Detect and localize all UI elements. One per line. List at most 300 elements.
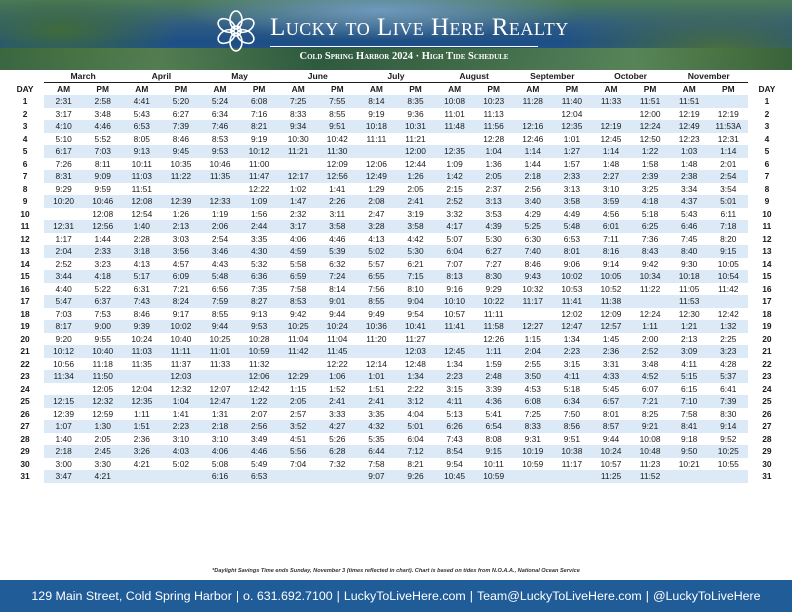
day-number: 28 bbox=[762, 433, 772, 444]
tide-time: 8:14 bbox=[357, 95, 396, 108]
tide-time: 6:11 bbox=[720, 208, 737, 219]
tide-time: 3:49 bbox=[250, 433, 268, 444]
tide-time: 2:45 bbox=[83, 445, 122, 458]
tide-time: 2:08 bbox=[357, 195, 396, 208]
tide-time: 9:54 bbox=[407, 308, 424, 319]
tide-time: 2:01 bbox=[720, 158, 737, 169]
tide-time: 1:40 bbox=[55, 433, 72, 444]
tide-time: 3:58 bbox=[396, 220, 435, 233]
tide-time: 3:40 bbox=[513, 195, 552, 208]
day-number: 3 bbox=[764, 121, 770, 132]
tide-time: 4:13 bbox=[133, 258, 150, 269]
tide-time: 8:30 bbox=[720, 408, 737, 419]
tide-time: 3:52 bbox=[279, 420, 318, 433]
tide-time: 5:18 bbox=[641, 208, 659, 219]
pm-column-header: PM bbox=[487, 84, 500, 94]
tide-time: 11:38 bbox=[591, 295, 630, 308]
tide-time: 6:44 bbox=[357, 445, 396, 458]
tide-time: 4:40 bbox=[55, 283, 72, 294]
tide-time: 1:01 bbox=[563, 133, 581, 144]
tide-time: 8:30 bbox=[474, 270, 513, 283]
tide-time: 2:15 bbox=[446, 183, 463, 194]
tide-time: 11:42 bbox=[718, 283, 739, 294]
tide-time: 5:39 bbox=[318, 245, 357, 258]
tide-time bbox=[552, 470, 591, 483]
table-row bbox=[6, 195, 786, 208]
tide-time: 10:56 bbox=[53, 358, 75, 369]
day-number: 16 bbox=[762, 283, 772, 294]
tide-time: 5:07 bbox=[446, 233, 463, 244]
tide-time: 1:34 bbox=[563, 333, 581, 344]
tide-time: 10:28 bbox=[248, 333, 270, 344]
pm-column-header: PM bbox=[565, 84, 579, 94]
tide-time: 9:01 bbox=[318, 295, 357, 308]
tide-time: 1:26 bbox=[396, 170, 435, 183]
tide-time bbox=[709, 95, 748, 108]
tide-time: 10:22 bbox=[474, 295, 513, 308]
tide-time: 12:39 bbox=[53, 408, 75, 419]
tide-time: 6:37 bbox=[83, 295, 122, 308]
day-number: 5 bbox=[764, 146, 770, 157]
tide-time: 10:02 bbox=[161, 320, 200, 333]
tide-time: 8:46 bbox=[524, 258, 541, 269]
tide-time: 12:23 bbox=[678, 133, 700, 144]
tide-time: 2:06 bbox=[200, 220, 239, 233]
tide-time: 11:58 bbox=[474, 320, 513, 333]
tide-time: 5:10 bbox=[55, 133, 72, 144]
tide-time: 6:07 bbox=[641, 383, 659, 394]
tide-time: 6:27 bbox=[474, 245, 513, 258]
table-row bbox=[6, 170, 786, 183]
tide-time: 11:45 bbox=[318, 345, 357, 358]
tide-time: 2:48 bbox=[474, 370, 513, 383]
tide-time: 12:56 bbox=[83, 220, 122, 233]
tide-time: 7:43 bbox=[446, 433, 463, 444]
tide-time: 8:01 bbox=[602, 408, 620, 419]
tide-time: 9:51 bbox=[318, 120, 357, 133]
tide-time: 11:18 bbox=[92, 358, 113, 369]
tide-time: 11:17 bbox=[513, 295, 552, 308]
tide-time: 11:51 bbox=[131, 183, 152, 194]
tide-time: 8:55 bbox=[211, 308, 229, 319]
tide-time: 3:17 bbox=[55, 108, 72, 119]
tide-time: 1:40 bbox=[122, 220, 161, 233]
day-number: 9 bbox=[22, 196, 28, 207]
tide-time: 8:41 bbox=[670, 420, 709, 433]
tide-time: 1:22 bbox=[240, 395, 279, 408]
tide-time bbox=[200, 183, 239, 196]
tide-time: 6:41 bbox=[720, 383, 737, 394]
tide-time: 3:59 bbox=[591, 195, 630, 208]
tide-time: 11:41 bbox=[552, 295, 591, 308]
tide-time: 9:15 bbox=[709, 245, 748, 258]
tide-time: 12:31 bbox=[44, 220, 83, 233]
tide-time: 10:02 bbox=[552, 270, 591, 283]
tide-time: 2:26 bbox=[318, 195, 357, 208]
tide-time: 2:23 bbox=[435, 370, 474, 383]
tide-time: 8:24 bbox=[161, 295, 200, 308]
tide-time: 1:04 bbox=[474, 145, 513, 158]
tide-time: 4:36 bbox=[474, 395, 513, 408]
tide-time: 9:43 bbox=[513, 270, 552, 283]
tide-time: 6:15 bbox=[681, 383, 698, 394]
tide-time: 12:47 bbox=[552, 320, 591, 333]
day-number: 5 bbox=[22, 146, 28, 157]
tide-time: 12:27 bbox=[513, 320, 552, 333]
tide-time: 6:55 bbox=[357, 270, 396, 283]
tide-time: 3:25 bbox=[641, 183, 659, 194]
tide-time bbox=[318, 470, 357, 483]
tide-time: 8:16 bbox=[591, 245, 630, 258]
tide-time: 8:08 bbox=[485, 433, 502, 444]
tide-time: 10:24 bbox=[591, 445, 630, 458]
day-number: 8 bbox=[764, 183, 770, 194]
tide-time: 7:16 bbox=[250, 108, 268, 119]
tide-time: 9:50 bbox=[670, 445, 709, 458]
footnote: *Daylight Savings Time ends Sunday, November 3 (times reflected in chart). Chart is based on tides from N.O.A.A., National Ocean Service bbox=[212, 568, 580, 574]
tide-time: 12:39 bbox=[161, 195, 200, 208]
brand-divider bbox=[270, 46, 538, 47]
tide-time: 9:30 bbox=[681, 258, 698, 269]
tide-time: 10:59 bbox=[240, 345, 279, 358]
tide-time: 11:01 bbox=[444, 108, 465, 119]
schedule-subtitle: Cold Spring Harbor 2024 · High Tide Schedule bbox=[299, 51, 509, 62]
tide-time: 1:41 bbox=[172, 408, 190, 419]
day-number: 23 bbox=[762, 371, 772, 382]
tide-time: 1:32 bbox=[709, 320, 748, 333]
tide-time: 5:18 bbox=[563, 383, 581, 394]
tide-time: 3:33 bbox=[329, 408, 346, 419]
tide-time: 10:53 bbox=[561, 283, 583, 294]
day-number: 16 bbox=[20, 283, 30, 294]
month-header: May bbox=[200, 69, 278, 83]
tide-time: 10:40 bbox=[170, 333, 192, 344]
tide-time: 12:49 bbox=[670, 120, 709, 133]
tide-time: 8:53 bbox=[211, 133, 229, 144]
tide-time: 12:09 bbox=[600, 308, 622, 319]
table-row bbox=[6, 133, 786, 146]
tide-time: 12:15 bbox=[44, 395, 83, 408]
tide-time: 7:55 bbox=[318, 95, 357, 108]
tide-time: 1:48 bbox=[602, 158, 620, 169]
table-row bbox=[6, 120, 786, 133]
day-number: 28 bbox=[20, 433, 30, 444]
tide-time: 11:28 bbox=[513, 95, 552, 108]
pm-column-header: PM bbox=[174, 84, 188, 94]
tide-time bbox=[357, 145, 396, 158]
tide-time: 7:32 bbox=[329, 458, 346, 469]
tide-time: 4:28 bbox=[720, 358, 737, 369]
tide-time bbox=[279, 158, 318, 171]
tide-time: 3:39 bbox=[485, 383, 502, 394]
pm-column-header: PM bbox=[252, 84, 266, 94]
tide-time: 10:46 bbox=[83, 195, 122, 208]
tide-time: 7:04 bbox=[290, 458, 307, 469]
tide-time: 5:43 bbox=[133, 108, 150, 119]
tide-time: 3:32 bbox=[446, 208, 463, 219]
tide-time: 2:54 bbox=[709, 170, 748, 183]
tide-time: 12:42 bbox=[248, 383, 270, 394]
tide-time: 1:34 bbox=[446, 358, 463, 369]
tide-time: 5:41 bbox=[485, 408, 502, 419]
tide-time: 1:03 bbox=[670, 145, 709, 158]
tide-time: 7:50 bbox=[563, 408, 581, 419]
tide-time: 12:06 bbox=[365, 158, 387, 169]
tide-time: 11:52 bbox=[631, 470, 670, 483]
tide-time: 6:08 bbox=[240, 95, 279, 108]
day-number: 3 bbox=[22, 121, 28, 132]
day-number: 6 bbox=[22, 158, 28, 169]
tide-time: 2:04 bbox=[44, 245, 83, 258]
tide-time: 4:46 bbox=[83, 120, 122, 133]
tide-time: 1:31 bbox=[211, 408, 229, 419]
day-number: 12 bbox=[762, 233, 772, 244]
tide-time: 2:18 bbox=[200, 420, 239, 433]
tide-time: 4:37 bbox=[670, 195, 709, 208]
tide-time: 7:24 bbox=[318, 270, 357, 283]
tide-time: 10:40 bbox=[83, 345, 122, 358]
tide-time: 10:36 bbox=[357, 320, 396, 333]
table-row bbox=[6, 145, 786, 158]
tide-time: 11:23 bbox=[639, 458, 661, 469]
tide-time bbox=[161, 470, 200, 483]
tide-time: 10:25 bbox=[279, 320, 318, 333]
day-number: 1 bbox=[22, 96, 28, 107]
footer-website: LuckyToLiveHere.com bbox=[343, 589, 466, 603]
tide-time: 12:33 bbox=[200, 195, 239, 208]
tide-time: 2:27 bbox=[591, 170, 630, 183]
day-column-header: DAY bbox=[16, 83, 34, 94]
tide-time: 3:58 bbox=[318, 220, 357, 233]
tide-time: 5:01 bbox=[709, 195, 748, 208]
day-number: 13 bbox=[762, 246, 772, 257]
tide-time: 9:53 bbox=[240, 320, 279, 333]
tide-time: 6:54 bbox=[474, 420, 513, 433]
tide-time: 4:30 bbox=[240, 245, 279, 258]
tide-time: 10:59 bbox=[474, 470, 513, 483]
tide-time: 8:43 bbox=[631, 245, 670, 258]
am-column-header: AM bbox=[213, 84, 227, 94]
tide-time: 11:51 bbox=[670, 95, 709, 108]
tide-time bbox=[161, 183, 200, 196]
tide-time: 7:26 bbox=[55, 158, 72, 169]
tide-time: 2:52 bbox=[435, 195, 474, 208]
tide-time: 2:37 bbox=[485, 183, 502, 194]
tide-time: 7:27 bbox=[485, 258, 502, 269]
tide-time bbox=[279, 470, 318, 483]
table-row bbox=[6, 445, 786, 458]
tide-time: 1:14 bbox=[513, 145, 552, 158]
table-row bbox=[6, 95, 786, 108]
tide-time: 10:25 bbox=[209, 333, 231, 344]
tide-time: 1:11 bbox=[133, 408, 150, 419]
tide-time: 9:13 bbox=[122, 145, 161, 158]
tide-time: 12:45 bbox=[435, 345, 474, 358]
tide-time: 2:23 bbox=[161, 420, 200, 433]
month-header: August bbox=[435, 69, 513, 83]
tide-time: 3:46 bbox=[200, 245, 239, 258]
tide-time: 1:15 bbox=[290, 383, 307, 394]
day-number: 22 bbox=[762, 358, 772, 369]
tide-time: 1:59 bbox=[485, 358, 502, 369]
pm-column-header: PM bbox=[96, 84, 109, 94]
day-number: 31 bbox=[20, 471, 30, 482]
tide-time: 6:53 bbox=[563, 233, 581, 244]
tide-time: 12:22 bbox=[326, 358, 348, 369]
tide-time: 9:54 bbox=[446, 458, 463, 469]
tide-time: 3:35 bbox=[250, 233, 268, 244]
am-column-header: AM bbox=[135, 84, 149, 94]
tide-time: 7:59 bbox=[200, 295, 239, 308]
tide-time: 5:30 bbox=[485, 233, 502, 244]
tide-time: 4:11 bbox=[552, 370, 591, 383]
tide-time: 2:25 bbox=[720, 333, 737, 344]
tide-time: 11:05 bbox=[679, 283, 700, 294]
table-row bbox=[6, 220, 786, 233]
tide-time: 12:48 bbox=[404, 358, 426, 369]
table-row bbox=[6, 295, 786, 308]
tide-time: 7:18 bbox=[709, 220, 748, 233]
tide-time: 2:56 bbox=[240, 420, 279, 433]
day-number: 21 bbox=[20, 346, 30, 357]
tide-time: 1:02 bbox=[290, 183, 307, 194]
tide-time: 3:48 bbox=[641, 358, 659, 369]
tide-time: 5:49 bbox=[250, 458, 268, 469]
tide-time: 6:30 bbox=[524, 233, 541, 244]
tide-time: 11:48 bbox=[435, 120, 474, 133]
tide-time: 12:42 bbox=[717, 308, 739, 319]
tide-time: 11:21 bbox=[279, 145, 318, 158]
tide-time: 2:44 bbox=[240, 220, 279, 233]
tide-time: 1:34 bbox=[396, 370, 435, 383]
tide-time: 11:33 bbox=[591, 95, 630, 108]
tide-time bbox=[357, 345, 396, 358]
tide-time: 6:01 bbox=[591, 220, 630, 233]
tide-time: 6:08 bbox=[513, 395, 552, 408]
tide-time: 11:35 bbox=[131, 358, 152, 369]
tide-time: 2:36 bbox=[133, 433, 150, 444]
tide-time: 4:49 bbox=[563, 208, 581, 219]
footer-separator: | bbox=[469, 589, 473, 603]
tide-time: 8:25 bbox=[641, 408, 659, 419]
tide-time: 9:49 bbox=[368, 308, 385, 319]
tide-time: 4:10 bbox=[44, 120, 83, 133]
month-header: April bbox=[122, 69, 200, 83]
am-column-header: AM bbox=[604, 84, 618, 94]
tide-time: 9:51 bbox=[563, 433, 581, 444]
tide-time: 12:05 bbox=[92, 383, 114, 394]
day-number: 30 bbox=[762, 458, 772, 469]
tide-time: 8:14 bbox=[329, 283, 346, 294]
tide-time: 1:15 bbox=[524, 333, 541, 344]
tide-time: 10:46 bbox=[209, 158, 231, 169]
tide-time: 5:58 bbox=[290, 258, 307, 269]
tide-time: 5:25 bbox=[513, 220, 552, 233]
pm-column-header: PM bbox=[409, 84, 422, 94]
tide-time: 12:35 bbox=[122, 395, 161, 408]
tide-time: 9:17 bbox=[172, 308, 190, 319]
tide-time: 9:44 bbox=[329, 308, 346, 319]
tide-time: 3:23 bbox=[709, 345, 748, 358]
tide-time: 2:38 bbox=[670, 170, 709, 183]
tide-time: 10:48 bbox=[631, 445, 670, 458]
tide-time: 12:17 bbox=[279, 170, 318, 183]
tide-time: 10:34 bbox=[631, 270, 670, 283]
day-number: 4 bbox=[764, 133, 770, 144]
tide-time: 7:25 bbox=[524, 408, 541, 419]
tide-time: 3:00 bbox=[55, 458, 72, 469]
tide-time: 1:44 bbox=[94, 233, 111, 244]
tide-time: 8:40 bbox=[670, 245, 709, 258]
tide-time: 2:05 bbox=[407, 183, 424, 194]
tide-time: 3:13 bbox=[563, 183, 581, 194]
tide-time: 11:21 bbox=[405, 133, 426, 144]
tide-time: 7:21 bbox=[172, 283, 190, 294]
tide-time: 1:14 bbox=[709, 145, 748, 158]
footer-separator: | bbox=[645, 589, 649, 603]
tide-time: 1:57 bbox=[563, 158, 581, 169]
tide-time: 3:03 bbox=[172, 233, 190, 244]
tide-time bbox=[631, 295, 670, 308]
tide-time: 12:07 bbox=[209, 383, 231, 394]
tide-time: 4:04 bbox=[407, 408, 424, 419]
tide-time: 10:57 bbox=[600, 458, 622, 469]
tide-time: 8:53 bbox=[279, 295, 318, 308]
tide-time: 11:41 bbox=[435, 320, 474, 333]
tide-time: 2:31 bbox=[44, 95, 83, 108]
tide-time: 2:57 bbox=[290, 408, 307, 419]
day-number: 6 bbox=[764, 158, 770, 169]
day-number: 19 bbox=[20, 321, 30, 332]
tide-time: 9:04 bbox=[396, 295, 435, 308]
table-row bbox=[6, 158, 786, 171]
tide-time: 7:35 bbox=[250, 283, 268, 294]
pm-column-header: PM bbox=[722, 84, 735, 94]
tide-time: 3:53 bbox=[485, 208, 502, 219]
tide-time: 11:00 bbox=[248, 158, 270, 169]
day-number: 30 bbox=[20, 458, 30, 469]
tide-time bbox=[513, 308, 552, 321]
day-number: 7 bbox=[22, 171, 28, 182]
tide-time: 2:41 bbox=[396, 195, 435, 208]
tide-time: 8:55 bbox=[357, 295, 396, 308]
tide-time: 10:20 bbox=[44, 195, 83, 208]
day-number: 18 bbox=[762, 308, 772, 319]
tide-time: 9:29 bbox=[55, 183, 72, 194]
tide-time: 10:54 bbox=[709, 270, 748, 283]
tide-time: 8:31 bbox=[44, 170, 83, 183]
tide-time: 5:43 bbox=[681, 208, 698, 219]
day-number: 19 bbox=[762, 321, 772, 332]
tide-time: 2:04 bbox=[513, 345, 552, 358]
tide-time: 3:56 bbox=[161, 245, 200, 258]
tide-time bbox=[44, 383, 83, 396]
tide-time: 5:26 bbox=[329, 433, 346, 444]
tide-time: 1:09 bbox=[240, 195, 279, 208]
tide-time: 11:30 bbox=[318, 145, 357, 158]
tide-time: 8:46 bbox=[172, 133, 190, 144]
tide-time: 12:22 bbox=[248, 183, 270, 194]
tide-time: 9:52 bbox=[720, 433, 737, 444]
tide-time: 5:20 bbox=[161, 95, 200, 108]
month-header: July bbox=[357, 69, 435, 83]
tide-time: 9:59 bbox=[94, 183, 111, 194]
tide-time: 12:50 bbox=[639, 133, 661, 144]
table-row bbox=[6, 108, 786, 121]
tide-time: 3:13 bbox=[474, 195, 513, 208]
tide-time: 3:11 bbox=[329, 208, 346, 219]
tide-time: 11:37 bbox=[170, 358, 192, 369]
